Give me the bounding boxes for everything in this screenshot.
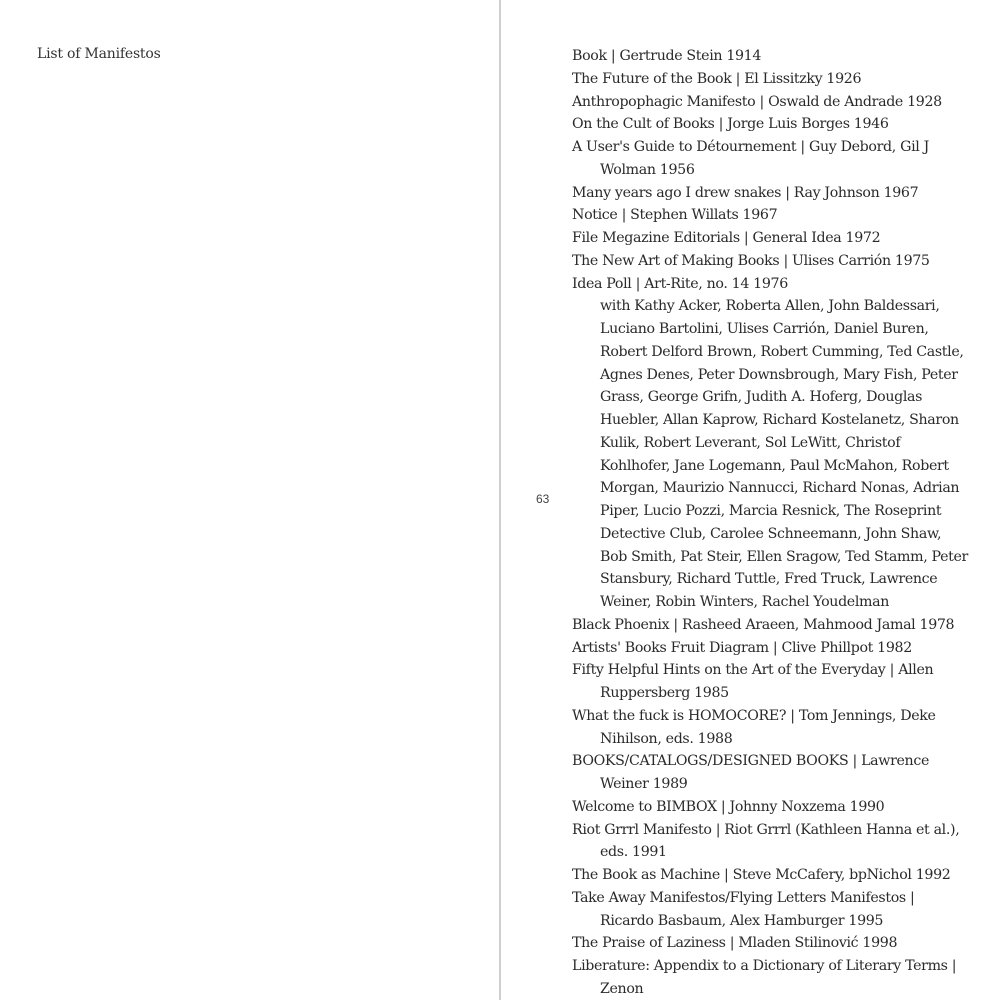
list-item: The Praise of Laziness | Mladen Stilinović 1998 (572, 935, 898, 952)
list-item: Black Phoenix | Rasheed Araeen, Mahmood Jamal 1978 (572, 616, 955, 633)
list-item: Fifty Helpful Hints on the Art of the Everyday | Allen Ruppersberg 1985 (572, 662, 934, 701)
left-page (0, 0, 499, 1000)
manifesto-list (572, 45, 972, 1001)
list-item: A User's Guide to Détournement | Guy Debord, Gil J Wolman 1956 (572, 139, 929, 178)
running-head: List of Manifestos (37, 46, 161, 62)
list-item: Riot Grrrl Manifesto | Riot Grrrl (Kathleen Hanna et al.), eds. 1991 (572, 821, 960, 861)
idea-poll-contributors: with Kathy Acker, Roberta Allen, John Baldessari, Luciano Bartolini, Ulises Carrión, Daniel Buren, Robert Delford Brown, Robert Cumming, Ted Castle, Agnes Denes, Peter Downsbrough, Mary Fish, Peter Grass, George Grifn, Judith A. Hoferg, Douglas Huebler, Allan Kaprow, Richard Kostelanetz, Sharon Kulik, Robert Leverant, Sol LeWitt, Christof Kohlhofer, Jane Logemann, Paul McMahon, Robert Morgan, Maurizio Nannucci, Richard Nonas, Adrian Piper, Lucio Pozzi, Marcia Resnick, The Roseprint Detective Club, Carolee Schneemann, John Shaw, Bob Smith, Pat Steir, Ellen Sragow, Ted Stamm, Peter Stansbury, Richard Tuttle, Fred Truck, Lawrence Weiner, Robin Winters, Rachel Youdelman (600, 298, 968, 610)
list-item: Anthropophagic Manifesto | Oswald de Andrade 1928 (572, 93, 942, 110)
list-item: File Megazine Editorials | General Idea 1972 (572, 230, 881, 246)
list-item: The New Art of Making Books | Ulises Carrión 1975 (572, 252, 930, 269)
list-item: Welcome to BIMBOX | Johnny Noxzema 1990 (572, 798, 885, 815)
list-item: Liberature: Appendix to a Dictionary of Literary Terms | Zenon (572, 958, 957, 997)
list-item: The Future of the Book | El Lissitzky 1926 (572, 70, 862, 87)
right-page (501, 0, 1000, 1000)
list-item: Idea Poll | Art-Rite, no. 14 1976 (572, 275, 788, 292)
list-item: Artists' Books Fruit Diagram | Clive Phillpot 1982 (572, 639, 912, 656)
list-item: On the Cult of Books | Jorge Luis Borges 1946 (572, 116, 889, 133)
list-item: Take Away Manifestos/Flying Letters Manifestos | Ricardo Basbaum, Alex Hamburger 1995 (572, 889, 915, 929)
list-item: Many years ago I drew snakes | Ray Johnson 1967 (572, 184, 919, 201)
list-item: BOOKS/CATALOGS/DESIGNED BOOKS | Lawrence Weiner 1989 (572, 753, 929, 792)
list-item: What the fuck is HOMOCORE? | Tom Jennings, Deke Nihilson, eds. 1988 (572, 707, 936, 747)
list-item: Notice | Stephen Willats 1967 (572, 207, 778, 224)
list-item: The Book as Machine | Steve McCafery, bpNichol 1992 (572, 867, 951, 883)
list-item: Book | Gertrude Stein 1914 (572, 48, 762, 64)
page-number: 63 (536, 492, 550, 506)
